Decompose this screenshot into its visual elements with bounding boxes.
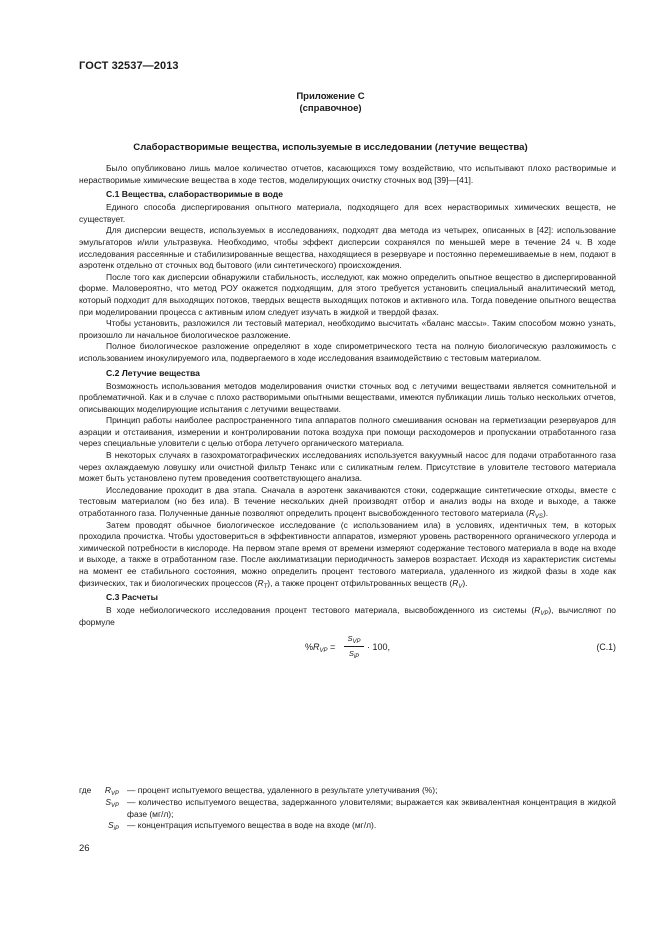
section-c3-heading: С.3 Расчеты — [106, 592, 158, 603]
c1-paragraph-5: Полное биологическое разложение определяют в ходе спирометрического теста на полную биологическую разложимость с использованием инокулируемого ила, подвергаемого в ходе исследования взаимодействию с тестовым материалом. — [79, 341, 616, 363]
formula-lhs: $\%R_{VP}$ = — [305, 642, 336, 655]
where-row — [79, 820, 616, 832]
c1-paragraph-3: После того как дисперсии обнаружили стабильность, исследуют, как можно определить опытное вещество в диспергированной форме. Маловероятно, что метод РОУ окажется подходящим, для этого требуется установить специальный аналитический метод, который подходит для выходящих потоков, твердых веществ выходящих потоков и активного ила. Тогда поведение опытного вещества при моделировании процесса с активным илом следует изучать в жидкой и твердой фазах. — [79, 271, 616, 317]
formula-c1 — [79, 633, 616, 663]
intro-paragraph: Было опубликовано лишь малое количество отчетов, касающихся тому воздействию, что испытывают плохо растворимые и нерастворимые химические вещества в ходе тестов, моделирующих очистку сточных вод [39]—[41]. — [79, 163, 616, 185]
c2-paragraph-4: Исследование проходит в два этапа. Сначала в аэротенк закачиваются стоки, содержащие синтетические отходы, вместе с тестовым материалом (но без ила). В течение нескольких дней производят отбор и анализ воды на входе и выходе, а также отработанного газа. Полученные данные позволяют определить процент высвобожденного тестового материала $(R_{VS})$. — [79, 484, 616, 521]
appendix-heading — [0, 91, 661, 115]
c3-paragraph-1: В ходе небиологического исследования процент тестового материала, высвобожденного из системы $(R_{VP})$, вычисляют по формуле — [79, 605, 616, 627]
where-legend — [79, 785, 616, 832]
c2-paragraph-5: Затем проводят обычное биологическое исследование (с использованием ила) в условиях, идентичных тем, в которых проходила прочистка. Чтобы удостовериться в эффективности аппаратов, измеряют уровень растворенного органического углерода и химической потребности в кислороде. На первом этапе время от времени измеряют содержание тестового материала в воде на входе и выходе, а также в отработанном газе. После акклиматизации периодичность замеров возрастает. Исходя из характеристик системы на момент ее стабильного состояния, можно определить процент тестового материала, удаленного из жидкой фазы в ходе как физических, так и биологических процессов $(R_T)$, а также процент отфильтрованных веществ $(R_V)$. — [79, 519, 616, 590]
page-number: 26 — [79, 843, 90, 854]
c1-paragraph-2: Для дисперсии веществ, используемых в исследованиях, подходят два метода из четырех, описанных в [42]: использование эмульгаторов и/или ультразвука. Необходимо, чтобы эффект дисперсии сохранялся по меньшей мере в течение 24 ч. В ходе исследования рассеянные и стабилизированные вещества, находящиеся в резервуаре и постоянно перемешиваемые в нем, подают в аэротенк отдельно от сточных вод бытового (или синтетического) происхождения. — [79, 225, 616, 271]
section-c2-heading: С.2 Летучие вещества — [106, 367, 200, 378]
formula-numerator: $S_{VP}$ — [344, 633, 364, 647]
c1-paragraph-1: Единого способа диспергирования опытного материала, подходящего для всех нерастворимых химических веществ, не существует. — [79, 202, 616, 224]
where-description: — количество испытуемого вещества, задержанного уловителями; выражается как эквивалентная концентрация в жидкой фазе (мг/л); — [127, 797, 616, 819]
formula-denominator: $S_{iP}$ — [348, 648, 360, 660]
where-row — [79, 797, 616, 820]
formula-fraction — [344, 633, 364, 659]
c1-paragraph-4: Чтобы установить, разложился ли тестовый материал, необходимо высчитать «баланс массы». Таким способом можно узнать, произошло ли начальное биологическое разложение. — [79, 318, 616, 340]
appendix-subtitle: (справочное) — [299, 103, 362, 114]
where-symbol: $R_{VP}$ — [104, 785, 119, 797]
formula-multiplier: · 100, — [367, 642, 391, 653]
document-body — [79, 163, 616, 671]
section-c1-heading: С.1 Вещества, слаборастворимые в воде — [106, 189, 283, 200]
where-row — [79, 785, 616, 797]
where-description: — процент испытуемого вещества, удаленного в результате улетучивания (%); — [127, 785, 438, 795]
c2-paragraph-3: В некоторых случаях в газохроматографических исследованиях используется вакуумный насос для подачи отработанного газа через охлаждаемую ловушку или очистной фильтр Тенакс или с силикатным гелем. Присутствие в уловителе тестового материала может быть установлено путем проведения соответствующего анализа. — [79, 450, 616, 484]
c2-paragraph-2: Принцип работы наиболее распространенного типа аппаратов полного смешивания основан на герметизации резервуаров для аэрации и отстаивания, измерении и контролировании потока воздуха при помощи расходомеров и пропускании отработанного газа через специальные уловители с целью отбора летучего органического материала. — [79, 415, 616, 449]
appendix-title: Приложение С — [296, 91, 365, 102]
formula-number: (С.1) — [596, 642, 616, 653]
where-symbol: $S_{VP}$ — [105, 797, 119, 809]
section-title: Слаборастворимые вещества, используемые в исследовании (летучие вещества) — [133, 142, 528, 153]
standard-header: ГОСТ 32537—2013 — [79, 60, 179, 72]
where-symbol: $S_{iP}$ — [108, 820, 119, 833]
where-prefix: где — [79, 785, 92, 795]
where-description: — концентрация испытуемого вещества в воде на входе (мг/л). — [127, 820, 377, 831]
c2-paragraph-1: Возможность использования методов моделирования очистки сточных вод с летучими веществами является сомнительной и проблематичной. Как и в случае с плохо растворимыми опытными веществами, имеются публикации лишь только нескольких отчетов, описывающих моделирующие испытания с летучими веществами. — [79, 380, 616, 414]
